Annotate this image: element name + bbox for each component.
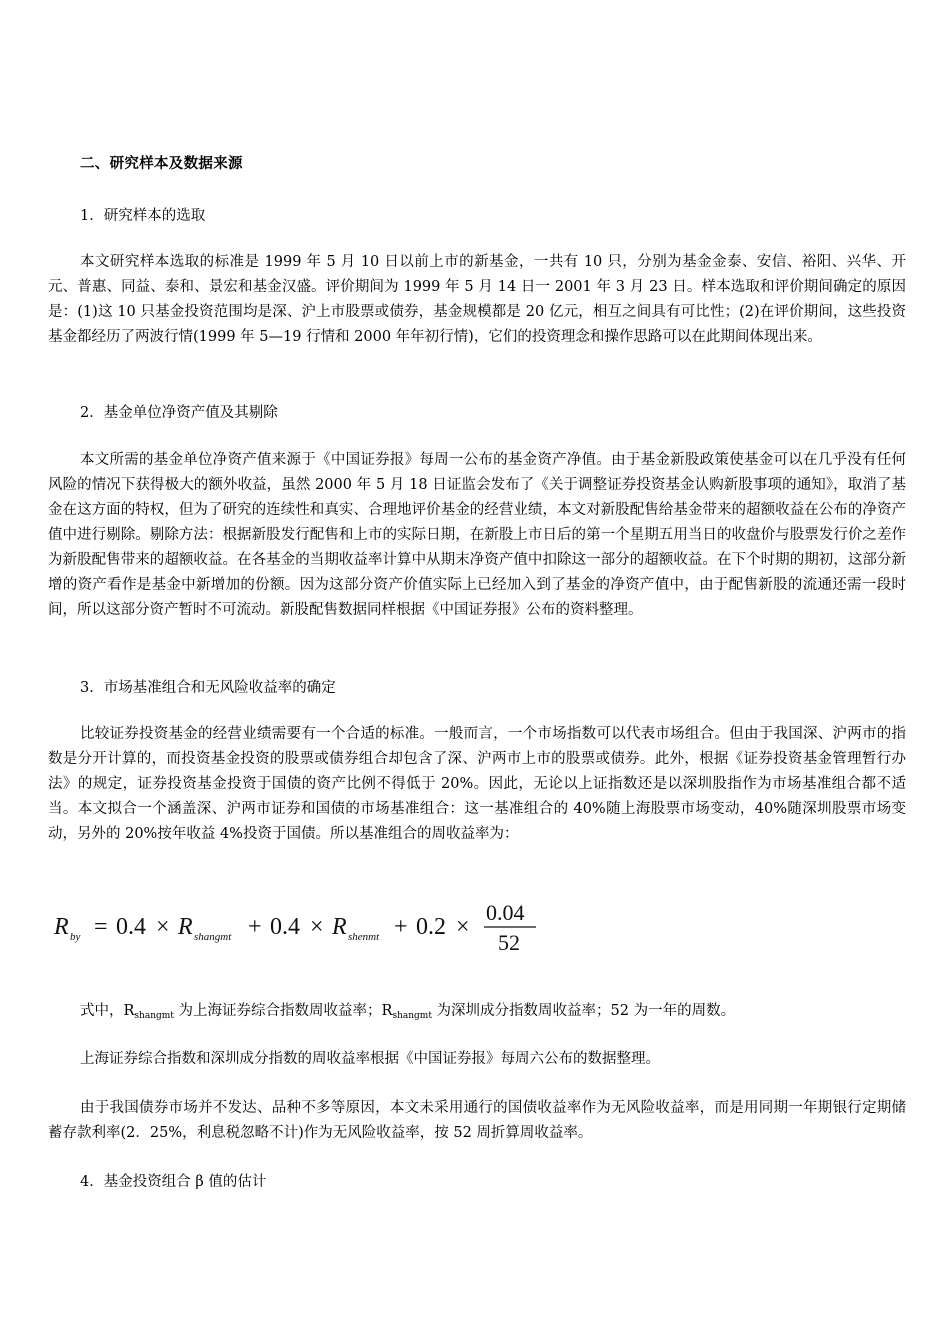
- explanation-sub-2: shangmt: [392, 1011, 432, 1021]
- section-title: 二、研究样本及数据来源: [80, 155, 243, 172]
- subsection-1-title: 1．研究样本的选取: [80, 208, 206, 224]
- formula-times-2: ×: [310, 914, 324, 940]
- formula-r-shang-sub: shangmt: [194, 931, 232, 943]
- formula-denominator: 52: [498, 930, 520, 955]
- explanation-prefix: 式中，R: [80, 1003, 135, 1019]
- formula-equals: =: [94, 914, 108, 940]
- formula-numerator: 0.04: [486, 900, 525, 925]
- paragraph-1: 本文研究样本选取的标准是 1999 年 5 月 10 日以前上市的新基金，一共有 10 只，分别为基金金泰、安信、裕阳、兴华、开元、普惠、同益、泰和、景宏和基金汉盛。评价期间为 1999 年 5 月 14 日一 2001 年 3 月 23 日。样本选取和评价期间确定的原因是：(1)这 10 只基金投资范围均是深、沪上市股票或债券，基金规模都是 20 亿元，相互之间具有可比性；(2)在评价期间，这些投资基金都经历了两波行情(1999 年 5—19 行情和 2000 年年初行情)，它们的投资理念和操作思路可以在此期间体现出来。: [48, 254, 906, 345]
- data-source-line: 上海证券综合指数和深圳成分指数的周收益率根据《中国证券报》每周六公布的数据整理。: [80, 1051, 660, 1067]
- formula-times-3: ×: [456, 914, 470, 940]
- explanation-sub-1: shangmt: [134, 1011, 174, 1021]
- formula-lhs: R: [54, 914, 69, 940]
- formula-coef-2: 0.4: [270, 914, 300, 940]
- paragraph-3: 比较证券投资基金的经营业绩需要有一个合适的标准。一般而言，一个市场指数可以代表市场组合。但由于我国深、沪两市的指数是分开计算的，而投资基金投资的股票或债券组合却包含了深、沪两市上市的股票或债券。此外，根据《证券投资基金管理暂行办法》的规定，证券投资基金投资于国债的资产比例不得低于 20%。因此，无论以上证指数还是以深圳股指作为市场基准组合都不适当。本文拟合一个涵盖深、沪两市证券和国债的市场基准组合：这一基准组合的 40%随上海股票市场变动，40%随深圳股票市场变动，另外的 20%按年收益 4%投资于国债。所以基准组合的周收益率为：: [48, 726, 906, 842]
- explanation-suffix: 为深圳成分指数周收益率；52 为一年的周数。: [431, 1003, 736, 1019]
- explanation-mid: 为上海证券综合指数周收益率；R: [173, 1003, 393, 1019]
- subsection-2-title: 2．基金单位净资产值及其剔除: [80, 405, 278, 421]
- paragraph-4: 由于我国债券市场并不发达、品种不多等原因，本文未采用通行的国债收益率作为无风险收益率，而是用同期一年期银行定期储蓄存款利率(2．25%，利息税忽略不计)作为无风险收益率，按 52 周折算周收益率。: [48, 1100, 906, 1141]
- paragraph-2: 本文所需的基金单位净资产值来源于《中国证券报》每周一公布的基金资产净值。由于基金新股政策使基金可以在几乎没有任何风险的情况下获得极大的额外收益，虽然 2000 年 5 月 18 日证监会发布了《关于调整证券投资基金认购新股事项的通知》，取消了基金在这方面的特权，但为了研究的连续性和真实、合理地评价基金的经营业绩，本文对新股配售给基金带来的超额收益在公布的净资产值中进行剔除。剔除方法：根据新股发行配售和上市的实际日期，在新股上市日后的第一个星期五用当日的收盘价与股票发行价之差作为新股配售带来的超额收益。在各基金的当期收益率计算中从期末净资产值中扣除这一部分的超额收益。在下个时期的期初，这部分新增的资产看作是基金中新增加的份额。因为这部分资产价值实际上已经加入到了基金的净资产值中，由于配售新股的流通还需一段时间，所以这部分资产暂时不可流动。新股配售数据同样根据《中国证券报》公布的资料整理。: [48, 452, 906, 618]
- formula-plus-1: +: [248, 914, 262, 940]
- formula-r-shen-sub: shenmt: [348, 931, 380, 943]
- formula-coef-3: 0.2: [416, 914, 446, 940]
- formula-coef-1: 0.4: [116, 914, 146, 940]
- subsection-4-title: 4．基金投资组合 β 值的估计: [80, 1174, 267, 1190]
- formula-r-shang: R: [178, 914, 193, 940]
- formula-times-1: ×: [156, 914, 170, 940]
- formula-lhs-sub: by: [70, 931, 81, 943]
- formula-explanation: [80, 999, 735, 1021]
- formula-r-shen: R: [332, 914, 347, 940]
- formula-plus-2: +: [394, 914, 408, 940]
- subsection-3-title: 3．市场基准组合和无风险收益率的确定: [80, 680, 336, 696]
- benchmark-return-formula: [48, 898, 568, 960]
